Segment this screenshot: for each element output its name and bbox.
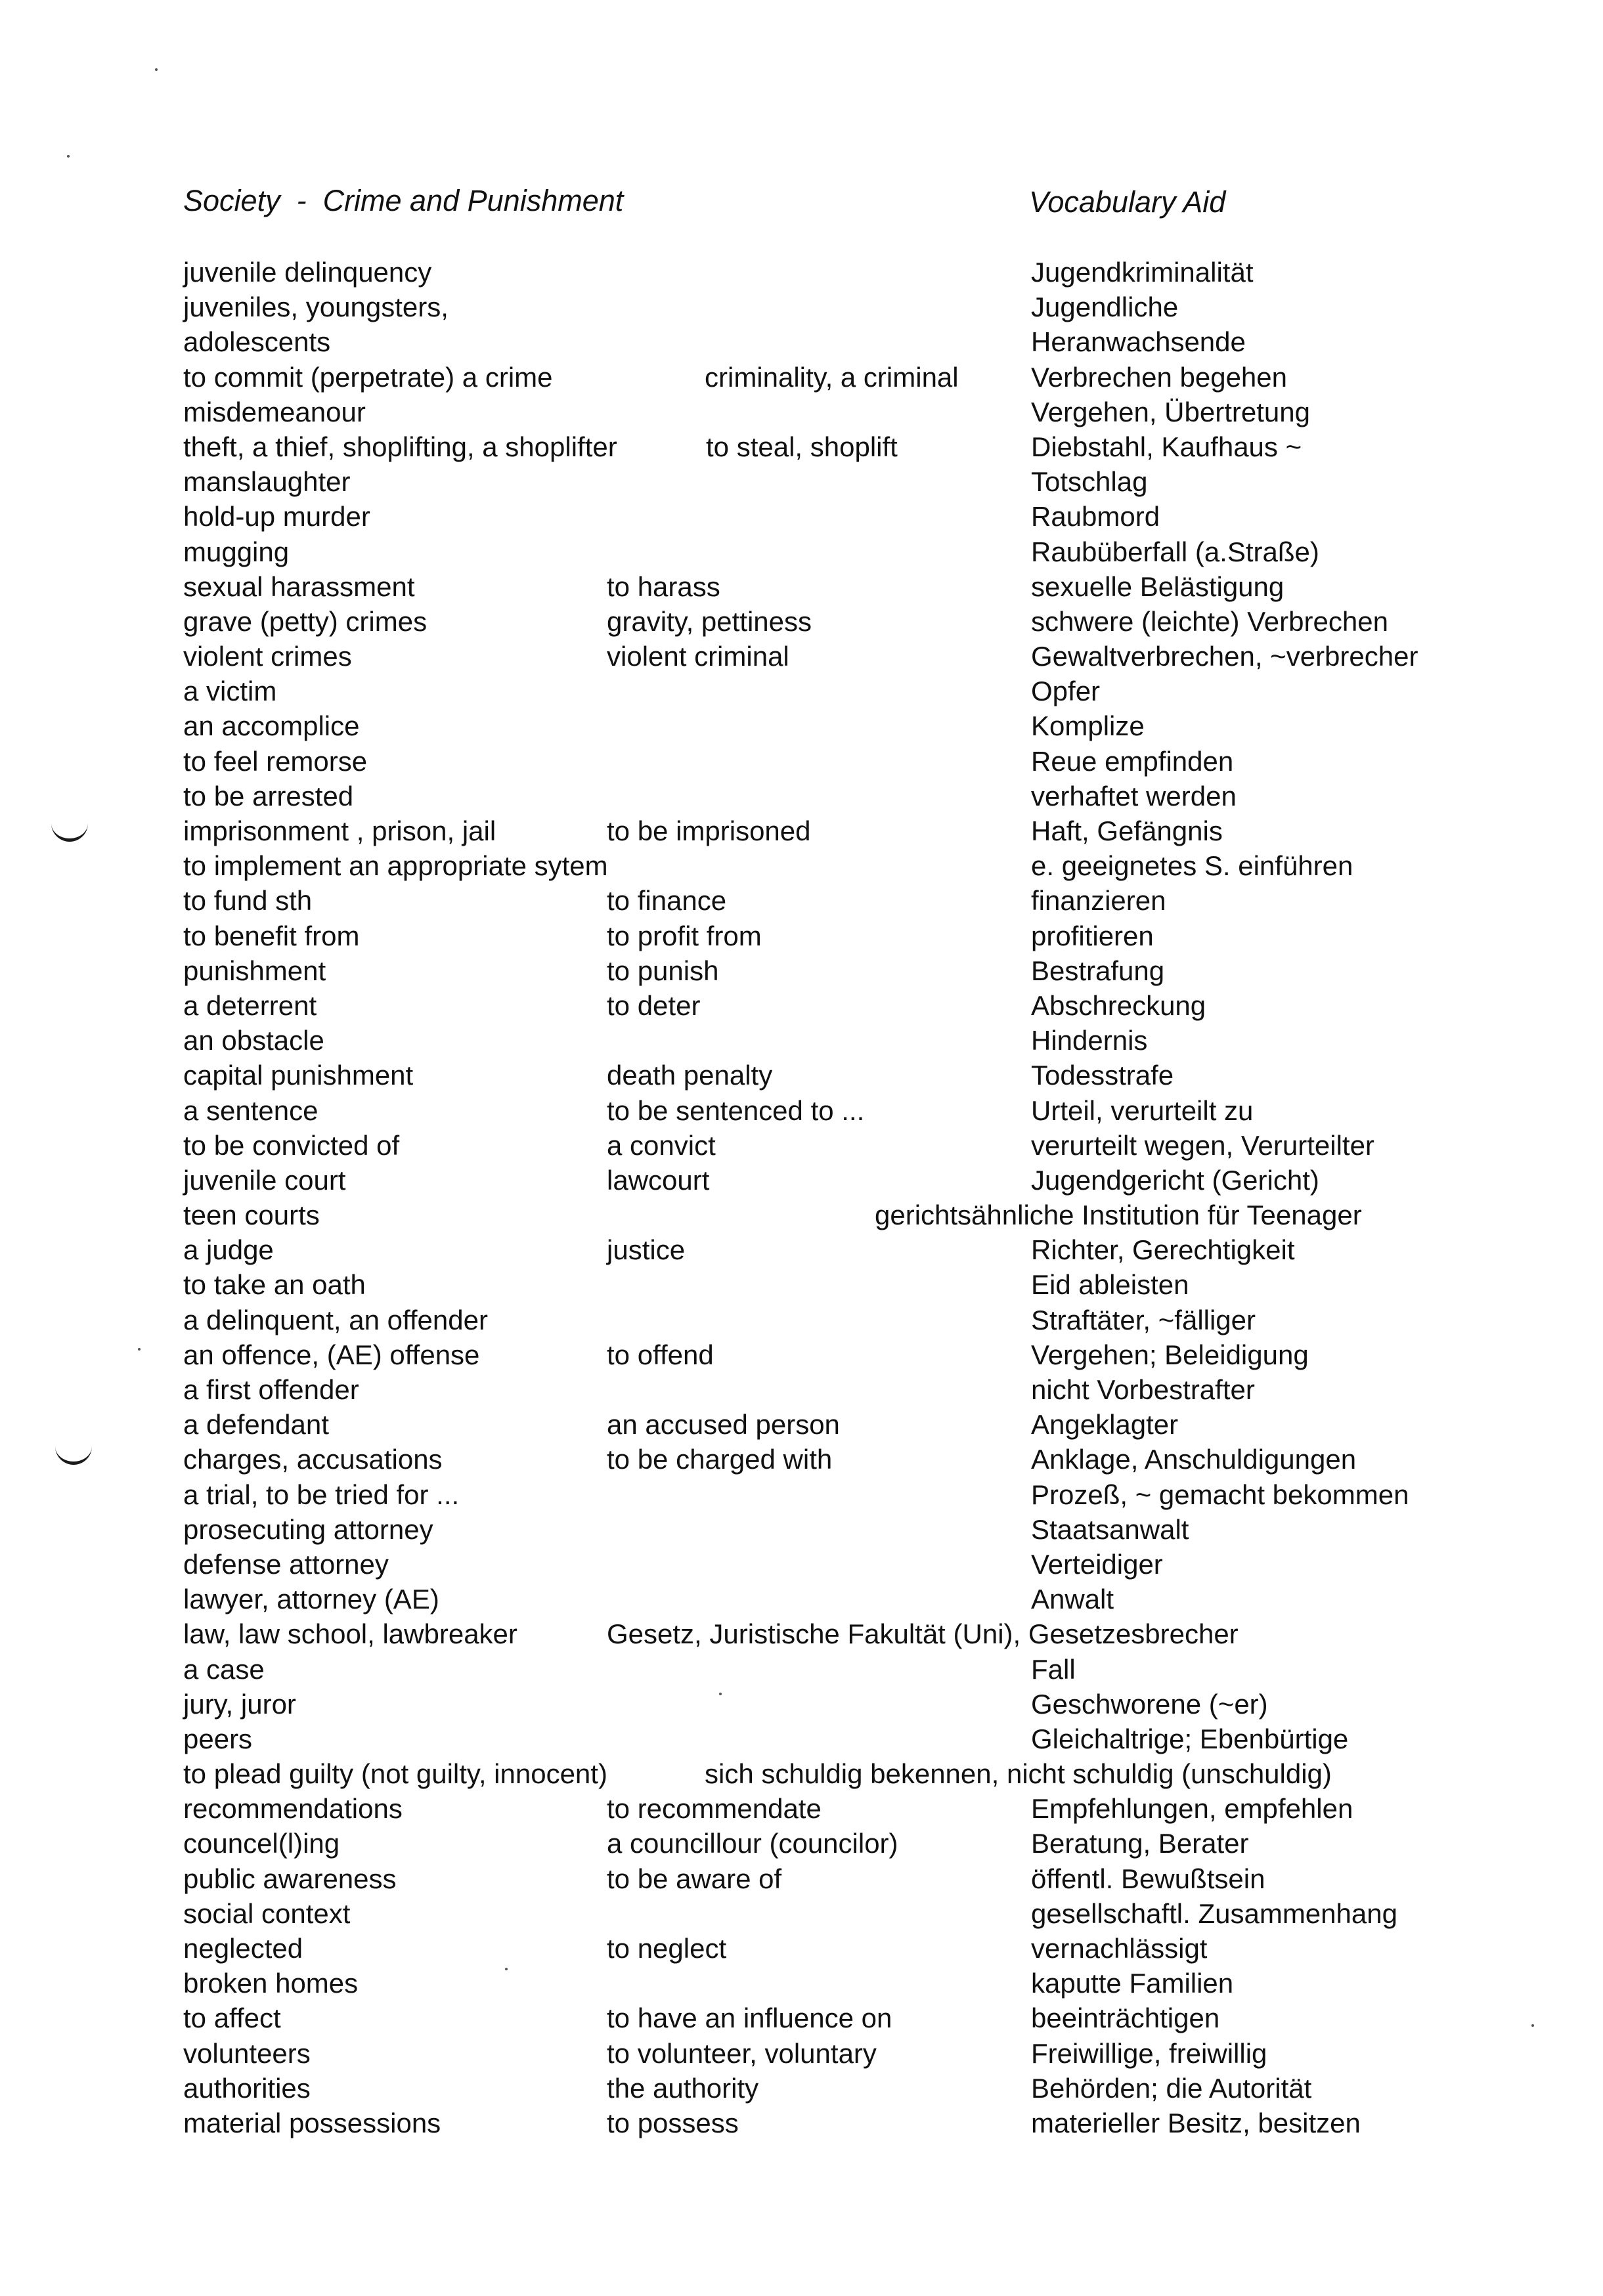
related-term: to be sentenced to ... [607,1094,865,1126]
english-term: to be arrested [183,780,354,812]
english-term: an obstacle [183,1025,324,1056]
english-term: misdemeanour [183,396,366,427]
english-term: to commit (perpetrate) a crime [183,361,553,393]
related-term: to have an influence on [607,2003,892,2034]
vocab-row [0,953,1603,988]
vocab-row [0,395,1603,429]
german-translation: Gleichaltrige; Ebenbürtige [1031,1723,1349,1754]
vocab-row [0,255,1603,290]
related-term: a convict [607,1129,716,1161]
related-term: Gesetz, Juristische Fakultät (Uni), Gesetzesbrecher [607,1618,1239,1650]
english-term: a deterrent [183,989,317,1021]
english-term: councel(l)ing [183,1828,340,1859]
german-translation: gesellschaftl. Zusammenhang [1031,1897,1397,1929]
german-translation: sexuelle Belästigung [1031,571,1285,602]
vocab-row [0,569,1603,604]
vocab-row [0,813,1603,848]
german-translation: Jugendliche [1031,292,1179,323]
german-translation: Heranwachsende [1031,326,1246,358]
scan-speck [719,1693,722,1695]
english-term: charges, accusations [183,1444,443,1475]
german-translation: Gewaltverbrechen, ~verbrecher [1031,641,1418,672]
english-term: jury, juror [183,1688,296,1720]
page-title: Society - Crime and Punishment [183,184,624,217]
english-term: peers [183,1723,253,1754]
german-translation: Anwalt [1031,1584,1114,1615]
vocab-row [0,674,1603,708]
german-translation: Diebstahl, Kaufhaus ~ [1031,431,1302,462]
german-translation: Straftäter, ~fälliger [1031,1304,1256,1335]
english-term: theft, a thief, shoplifting, a shoplifter [183,431,617,462]
vocab-row [0,499,1603,534]
german-translation: Staatsanwalt [1031,1513,1189,1545]
german-translation: verhaftet werden [1031,780,1237,812]
german-translation: Todesstrafe [1031,1060,1174,1091]
german-translation: öffentl. Bewußtsein [1031,1863,1265,1894]
english-term: imprisonment , prison, jail [183,815,496,846]
german-translation: Geschworene (~er) [1031,1688,1268,1720]
english-term: material possessions [183,2107,441,2138]
related-term: to be charged with [607,1444,833,1475]
scan-speck [138,1348,141,1351]
english-term: broken homes [183,1968,359,1999]
related-term: to volunteer, voluntary [607,2037,877,2069]
english-term: a delinquent, an offender [183,1304,488,1335]
german-translation: Jugendkriminalität [1031,257,1254,288]
scan-speck [67,155,70,158]
english-term: to implement an appropriate sytem [183,850,608,882]
english-term: juveniles, youngsters, [183,292,449,323]
german-translation: Anklage, Anschuldigungen [1031,1444,1357,1475]
german-translation: Raubmord [1031,501,1160,532]
english-term: to affect [183,2003,281,2034]
related-term: to deter [607,989,701,1021]
related-term: criminality, a criminal [705,361,959,393]
english-term: punishment [183,955,326,986]
vocab-row [0,324,1603,359]
vocab-row [0,2036,1603,2071]
vocab-row [0,1267,1603,1302]
english-term: an offence, (AE) offense [183,1339,480,1370]
vocab-row [0,1861,1603,1896]
german-translation: profitieren [1031,920,1154,951]
related-term: to recommendate [607,1793,822,1825]
english-term: sexual harassment [183,571,415,602]
vocab-row [0,779,1603,813]
english-term: a victim [183,676,277,707]
english-term: teen courts [183,1200,320,1231]
german-translation: e. geeignetes S. einführen [1031,850,1353,882]
german-translation: Vergehen, Übertretung [1031,396,1310,427]
related-term: violent criminal [607,641,789,672]
related-term: a councillour (councilor) [607,1828,898,1859]
vocab-row [0,1791,1603,1826]
english-term: to be convicted of [183,1129,400,1161]
german-translation: beeinträchtigen [1031,2003,1220,2034]
vocab-row [0,534,1603,569]
english-term: public awareness [183,1863,397,1894]
related-term: to neglect [607,1933,727,1964]
english-term: to fund sth [183,885,313,917]
german-translation: Reue empfinden [1031,745,1234,777]
english-term: prosecuting attorney [183,1513,433,1545]
vocab-row [0,1372,1603,1407]
german-translation: Raubüberfall (a.Straße) [1031,536,1319,567]
vocab-row [0,1896,1603,1931]
english-term: juvenile court [183,1164,346,1196]
german-translation: Komplize [1031,710,1145,742]
english-term: defense attorney [183,1548,389,1580]
vocabulary-list [0,255,1603,2140]
scan-speck [155,68,158,71]
german-translation: Jugendgericht (Gericht) [1031,1164,1319,1196]
vocab-row [0,744,1603,779]
english-term: a first offender [183,1374,359,1405]
scan-speck [505,1968,508,1970]
related-term: to possess [607,2107,739,2138]
vocab-row [0,1198,1603,1232]
related-term: to be aware of [607,1863,782,1894]
english-term: a defendant [183,1409,329,1440]
english-term: a trial, to be tried for ... [183,1479,460,1510]
german-translation: Vergehen; Beleidigung [1031,1339,1309,1370]
related-term: to offend [607,1339,714,1370]
english-term: juvenile delinquency [183,257,432,288]
related-term: to steal, shoplift [706,431,898,462]
english-term: authorities [183,2072,311,2104]
vocab-row [0,1232,1603,1267]
english-term: to plead guilty (not guilty, innocent) [183,1758,607,1790]
vocab-row [0,2071,1603,2106]
vocab-row [0,2001,1603,2035]
vocab-row [0,1128,1603,1163]
related-term: the authority [607,2072,759,2104]
vocab-row [0,1512,1603,1547]
related-term: sich schuldig bekennen, nicht schuldig (unschuldig) [705,1758,1332,1790]
vocab-row [0,1442,1603,1477]
vocab-row [0,1407,1603,1442]
vocab-row [0,1756,1603,1791]
vocab-row [0,1582,1603,1616]
vocab-row [0,1163,1603,1198]
vocab-row [0,604,1603,639]
vocab-row [0,919,1603,953]
german-translation: Behörden; die Autorität [1031,2072,1312,2104]
related-term: to finance [607,885,727,917]
english-term: manslaughter [183,466,351,498]
vocab-row [0,464,1603,499]
english-term: volunteers [183,2037,311,2069]
english-term: to feel remorse [183,745,368,777]
vocab-row [0,429,1603,464]
german-translation: Opfer [1031,676,1101,707]
german-translation: schwere (leichte) Verbrechen [1031,605,1388,637]
german-translation: Angeklagter [1031,1409,1179,1440]
german-translation: materieller Besitz, besitzen [1031,2107,1361,2138]
english-term: neglected [183,1933,303,1964]
vocab-row [0,1477,1603,1512]
german-translation: nicht Vorbestrafter [1031,1374,1255,1405]
related-term: justice [607,1234,686,1266]
english-term: recommendations [183,1793,403,1825]
english-term: a sentence [183,1094,318,1126]
german-translation: finanzieren [1031,885,1166,917]
english-term: to take an oath [183,1269,366,1301]
english-term: lawyer, attorney (AE) [183,1584,439,1615]
related-term: to punish [607,955,719,986]
vocab-row [0,1652,1603,1687]
german-translation: Freiwillige, freiwillig [1031,2037,1267,2069]
vocab-row [0,1303,1603,1337]
german-translation: Abschreckung [1031,989,1206,1021]
english-term: a case [183,1653,265,1685]
related-term: lawcourt [607,1164,710,1196]
vocab-row [0,848,1603,883]
german-translation: verurteilt wegen, Verurteilter [1031,1129,1374,1161]
related-term: to profit from [607,920,762,951]
vocab-row [0,883,1603,918]
vocab-row [0,1931,1603,1966]
english-term: hold-up murder [183,501,370,532]
german-translation: Beratung, Berater [1031,1828,1249,1859]
vocab-row [0,1058,1603,1093]
related-term: to harass [607,571,720,602]
vocab-row [0,1616,1603,1651]
related-term: an accused person [607,1409,840,1440]
german-translation: Bestrafung [1031,955,1165,986]
english-term: an accomplice [183,710,360,742]
english-term: a judge [183,1234,274,1266]
vocab-row [0,1966,1603,2001]
english-term: social context [183,1897,351,1929]
english-term: law, law school, lawbreaker [183,1618,517,1650]
related-term: to be imprisoned [607,815,811,846]
vocab-row [0,2106,1603,2140]
german-translation: Prozeß, ~ gemacht bekommen [1031,1479,1409,1510]
vocab-row [0,1826,1603,1861]
german-translation: kaputte Familien [1031,1968,1234,1999]
scan-speck [1531,2024,1534,2027]
vocab-row [0,360,1603,395]
german-translation: Hindernis [1031,1025,1148,1056]
german-translation: Richter, Gerechtigkeit [1031,1234,1295,1266]
german-translation: Empfehlungen, empfehlen [1031,1793,1353,1825]
related-term: death penalty [607,1060,773,1091]
english-term: grave (petty) crimes [183,605,428,637]
german-translation: Haft, Gefängnis [1031,815,1223,846]
page-subtitle: Vocabulary Aid [1029,185,1226,219]
english-term: violent crimes [183,641,352,672]
german-translation: Fall [1031,1653,1076,1685]
vocab-row [0,639,1603,674]
vocab-row [0,290,1603,324]
german-translation: vernachlässigt [1031,1933,1208,1964]
english-term: adolescents [183,326,331,358]
vocab-row [0,708,1603,743]
vocab-row [0,1337,1603,1372]
vocab-row [0,1023,1603,1058]
german-translation: Totschlag [1031,466,1148,498]
german-translation: Eid ableisten [1031,1269,1189,1301]
german-translation: Verbrechen begehen [1031,361,1287,393]
vocab-row [0,1687,1603,1722]
related-term: gerichtsähnliche Institution für Teenager [875,1200,1362,1231]
vocab-row [0,1722,1603,1756]
vocab-row [0,1093,1603,1128]
german-translation: Urteil, verurteilt zu [1031,1094,1254,1126]
english-term: mugging [183,536,290,567]
vocab-row [0,1547,1603,1582]
related-term: gravity, pettiness [607,605,812,637]
german-translation: Verteidiger [1031,1548,1163,1580]
english-term: capital punishment [183,1060,414,1091]
english-term: to benefit from [183,920,360,951]
vocab-row [0,988,1603,1023]
